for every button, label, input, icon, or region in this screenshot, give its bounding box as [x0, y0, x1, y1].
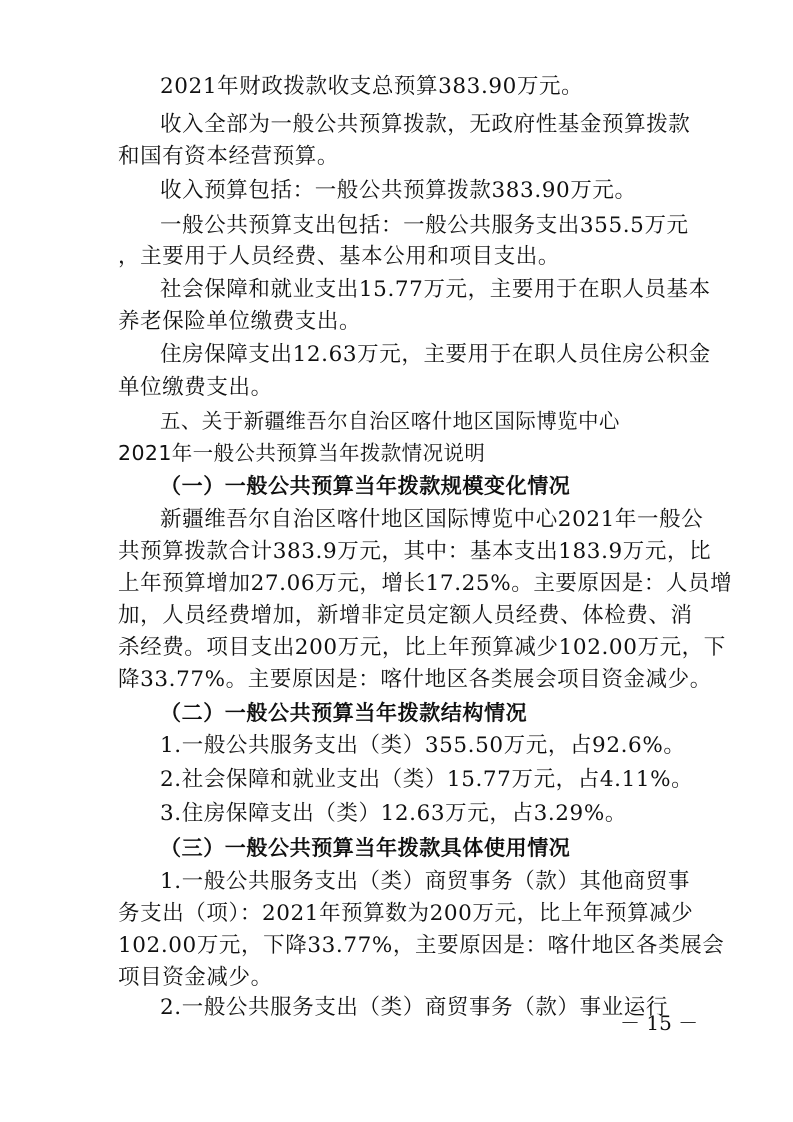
usage-item-1-line-1: 1.一般公共服务支出（类）商贸事务（款）其他商贸事: [160, 869, 691, 894]
structure-item-2: 2.社会保障和就业支出（类）15.77万元，占4.11%。: [160, 767, 694, 792]
paragraph-housing-line-1: 住房保障支出12.63万元，主要用于在职人员住房公积金: [160, 342, 711, 367]
paragraph-expenditure-line-2: ，主要用于人员经费、基本公用和项目支出。: [118, 244, 561, 269]
paragraph-housing-line-2: 单位缴费支出。: [118, 375, 273, 400]
page-number: － 15 －: [620, 1011, 699, 1035]
paragraph-social-security-line-2: 养老保险单位缴费支出。: [118, 309, 362, 334]
usage-item-1-line-2: 务支出（项）：2021年预算数为200万元，比上年预算减少: [118, 901, 694, 926]
paragraph-scale-line-5: 杀经费。项目支出200万元，比上年预算减少102.00万元，下: [118, 635, 726, 660]
usage-item-1-line-3: 102.00万元，下降33.77%，主要原因是：喀什地区各类展会: [118, 933, 725, 958]
paragraph-social-security-line-1: 社会保障和就业支出15.77万元，主要用于在职人员基本: [160, 277, 711, 302]
paragraph-scale-line-6: 降33.77%。主要原因是：喀什地区各类展会项目资金减少。: [118, 667, 712, 692]
section-heading-line-1: 五、关于新疆维吾尔自治区喀什地区国际博览中心: [160, 409, 620, 433]
paragraph-scale-line-1: 新疆维吾尔自治区喀什地区国际博览中心2021年一般公: [160, 507, 704, 532]
paragraph-scale-line-4: 加，人员经费增加，新增非定员定额人员经费、体检费、消: [118, 603, 693, 628]
structure-item-1: 1.一般公共服务支出（类）355.50万元，占92.6%。: [160, 733, 686, 758]
paragraph-scale-line-2: 共预算拨款合计383.9万元，其中：基本支出183.9万元，比: [118, 539, 712, 564]
paragraph-income-line-1: 收入全部为一般公共预算拨款，无政府性基金预算拨款: [160, 112, 691, 137]
paragraph-scale-line-3: 上年预算增加27.06万元，增长17.25%。主要原因是：人员增: [118, 571, 733, 596]
section-heading-line-2: 2021年一般公共预算当年拨款情况说明: [118, 441, 486, 465]
paragraph-expenditure-line-1: 一般公共预算支出包括：一般公共服务支出355.5万元: [160, 213, 689, 238]
subheading-structure: （二）一般公共预算当年拨款结构情况: [160, 700, 528, 725]
paragraph-income-budget: 收入预算包括：一般公共预算拨款383.90万元。: [160, 178, 637, 203]
paragraph-income-line-2: 和国有资本经营预算。: [118, 144, 340, 169]
usage-item-2-line-1: 2.一般公共服务支出（类）商贸事务（款）事业运行: [160, 995, 668, 1020]
subheading-scale-change: （一）一般公共预算当年拨款规模变化情况: [160, 473, 571, 498]
usage-item-1-line-4: 项目资金减少。: [118, 965, 273, 990]
subheading-usage: （三）一般公共预算当年拨款具体使用情况: [160, 835, 571, 860]
structure-item-3: 3.住房保障支出（类）12.63万元，占3.29%。: [160, 801, 627, 826]
paragraph-total-budget: 2021年财政拨款收支总预算383.90万元。: [160, 74, 584, 99]
